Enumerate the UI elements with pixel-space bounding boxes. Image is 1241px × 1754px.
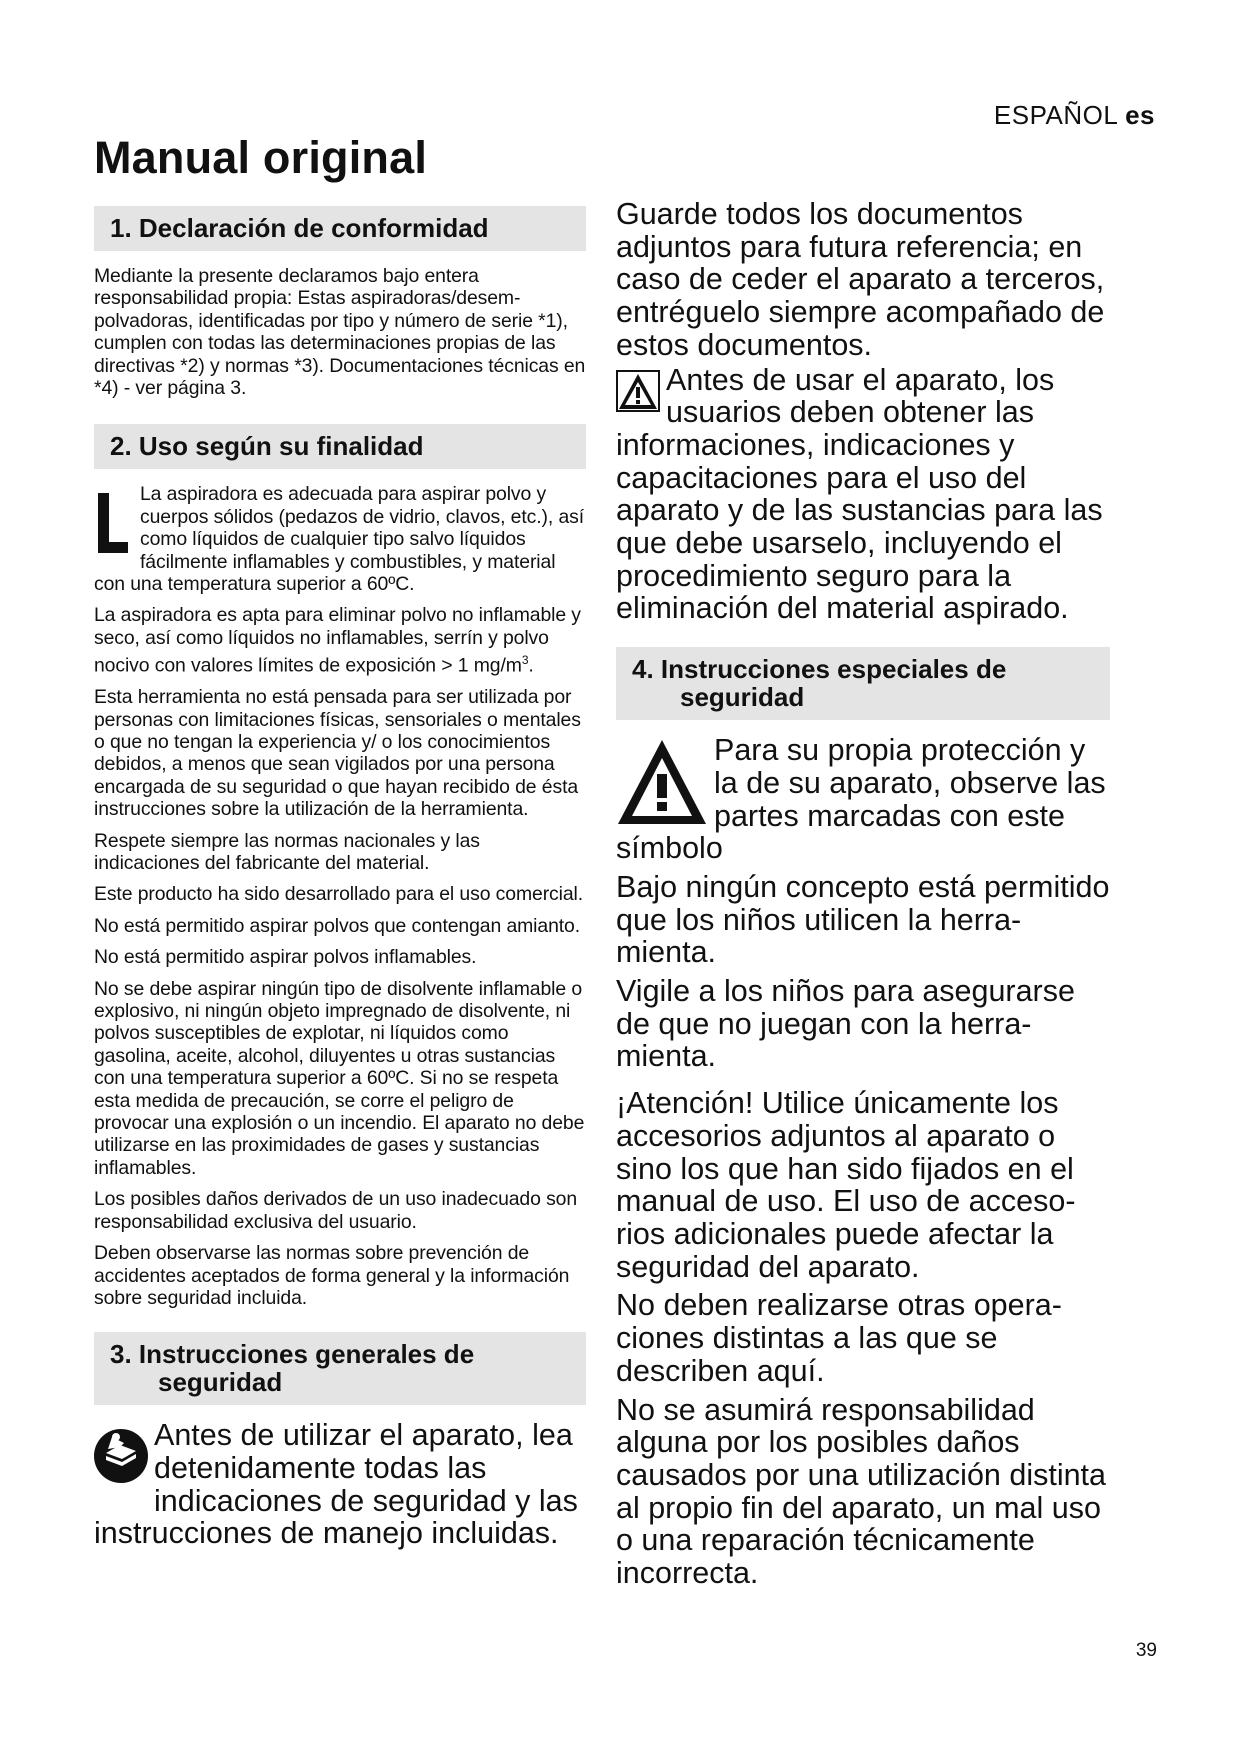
warning-symbol-icon <box>616 738 708 828</box>
section-4-paragraph-2: Bajo ningún concepto está permitido que los niños utilicen la herramienta. <box>616 869 1110 970</box>
section-4-paragraph-3: Vigile a los niños para asegurarse de que no juegan con la herramienta. <box>616 974 1075 1074</box>
section-4-heading <box>616 647 1110 720</box>
l-class-dust-icon <box>94 491 130 555</box>
section-3-paragraph-3 <box>616 364 1110 626</box>
section-4-paragraph-6: No se asumirá responsabilidad alguna por los posibles daños causados por una utilización distinta al propio fin del aparato, un mal uso o una reparación técnicamente incorrecta. <box>616 1392 1106 1591</box>
section-2-paragraph-9: Los posibles daños derivados de un uso inadecuado son responsabilidad exclusiva del usuario. <box>94 1188 578 1233</box>
superscript: 3 <box>521 653 529 668</box>
section-4-heading-line-2: seguridad <box>680 682 805 713</box>
language-label <box>994 100 1155 131</box>
section-3-heading-line-2: seguridad <box>158 1367 283 1398</box>
read-manual-icon <box>92 1425 150 1487</box>
right-column <box>616 198 1110 1590</box>
page-title: Manual original <box>94 132 428 183</box>
section-4-paragraph-4: ¡Atención! Utilice únicamente los accesorios adjuntos al aparato o sino los que han sido fijados en el manual de uso. El uso de accesorios adicionales puede afectar la seguridad del aparato. <box>616 1086 1076 1284</box>
section-2-heading: 2. Uso según su finalidad <box>94 424 586 469</box>
section-4-heading-line-1: 4. Instrucciones especiales de <box>632 654 1007 685</box>
section-2-paragraph-5: Este producto ha sido desarrollado para el uso comercial. <box>94 883 584 906</box>
section-3-paragraph-1 <box>94 1419 586 1550</box>
section-2-paragraph-8: No se debe aspirar ningún tipo de disolvente inflamable o explosivo, ni ningún objeto impregnado de disolvente, ni polvos susceptibles de explotar, ni líquidos como gasolina, aceite, alcohol, diluyentes u otras sustancias con una temperatura superior a 60ºC. Si no se respeta esta medida de precaución, se corre el peligro de provocar una explosión o un incendio. El aparato no debe utilizarse en las proximidades de gases y sustancias inflamables. <box>94 977 585 1179</box>
section-3-paragraph-3-text: Antes de usar el aparato, los usuarios deben obtener las informaciones, indicaciones y capacitaciones para el uso del aparato y de las sustancias para las que debe usarselo, incluyendo el procedimiento seguro para la eliminación del material aspirado. <box>616 362 1103 626</box>
section-2-paragraph-2 <box>94 604 586 677</box>
period: . <box>528 654 534 677</box>
section-4-paragraph-5: No deben realizarse otras operaciones distintas a las que se describen aquí. <box>616 1288 1062 1388</box>
warning-icon <box>616 370 660 412</box>
section-2-paragraph-2-text: La aspiradora es apta para eliminar polvo no inflamable y seco, así como líquidos no inflamables, serrín y polvo nocivo con valores límites de exposición > 1 mg/m <box>94 604 581 677</box>
section-2-paragraph-10: Deben observarse las normas sobre prevención de accidentes aceptados de forma general y la información sobre seguridad incluida. <box>94 1242 570 1309</box>
section-2-paragraph-1 <box>94 483 586 595</box>
page-number: 39 <box>1135 1640 1157 1661</box>
section-3-heading-line-1: 3. Instrucciones generales de <box>110 1339 475 1370</box>
section-3-paragraph-2: Guarde todos los documentos adjuntos para futura referencia; en caso de ceder el aparato a terceros, entréguelo siempre acompañado de estos documentos. <box>616 197 1105 362</box>
section-3-paragraph-1-text: Antes de utilizar el aparato, lea detenidamente todas las indicaciones de seguridad y las instrucciones de manejo incluidas. <box>94 1418 578 1551</box>
section-2-paragraph-1-text: La aspiradora es adecuada para aspirar polvo y cuerpos sólidos (pedazos de vidrio, clavos, etc.), así como líquidos de cualquier tipo salvo líquidos fácilmente inflamables y combustibles, y material con una temperatura superior a 60ºC. <box>94 483 585 596</box>
left-column <box>94 206 586 1550</box>
section-2-paragraph-7: No está permitido aspirar polvos inflamables. <box>94 946 477 969</box>
language-code: es <box>1125 100 1155 130</box>
section-3-heading <box>94 1332 586 1405</box>
language-name: ESPAÑOL <box>993 100 1118 130</box>
section-1-heading: 1. Declaración de conformidad <box>94 206 586 251</box>
section-2-paragraph-4: Respete siempre las normas nacionales y las indicaciones del fabricante del material. <box>94 829 480 874</box>
section-2-paragraph-6: No está permitido aspirar polvos que contengan amianto. <box>94 914 581 937</box>
section-2-paragraph-3: Esta herramienta no está pensada para ser utilizada por personas con limitaciones físicas, sensoriales o mentales o que no tengan la experiencia y/ o los conocimientos debidos, a menos que sean vigilados por una persona encargada de su seguridad o que hayan recibido de ésta instrucciones sobre la utilización de la herramienta. <box>94 686 581 821</box>
section-1-paragraph: Mediante la presente declaramos bajo entera responsabilidad propia: Estas aspiradoras/desempolvadoras, identificadas por tipo y número de serie *1), cumplen con todas las determinaciones propias de las directivas *2) y normas *3). Documentaciones técnicas en *4) - ver página 3. <box>94 265 586 400</box>
section-4-paragraph-1-text: Para su propia protección y la de su aparato, observe las partes marcadas con este símbolo <box>616 733 1106 866</box>
section-4-paragraph-1 <box>616 734 1110 865</box>
